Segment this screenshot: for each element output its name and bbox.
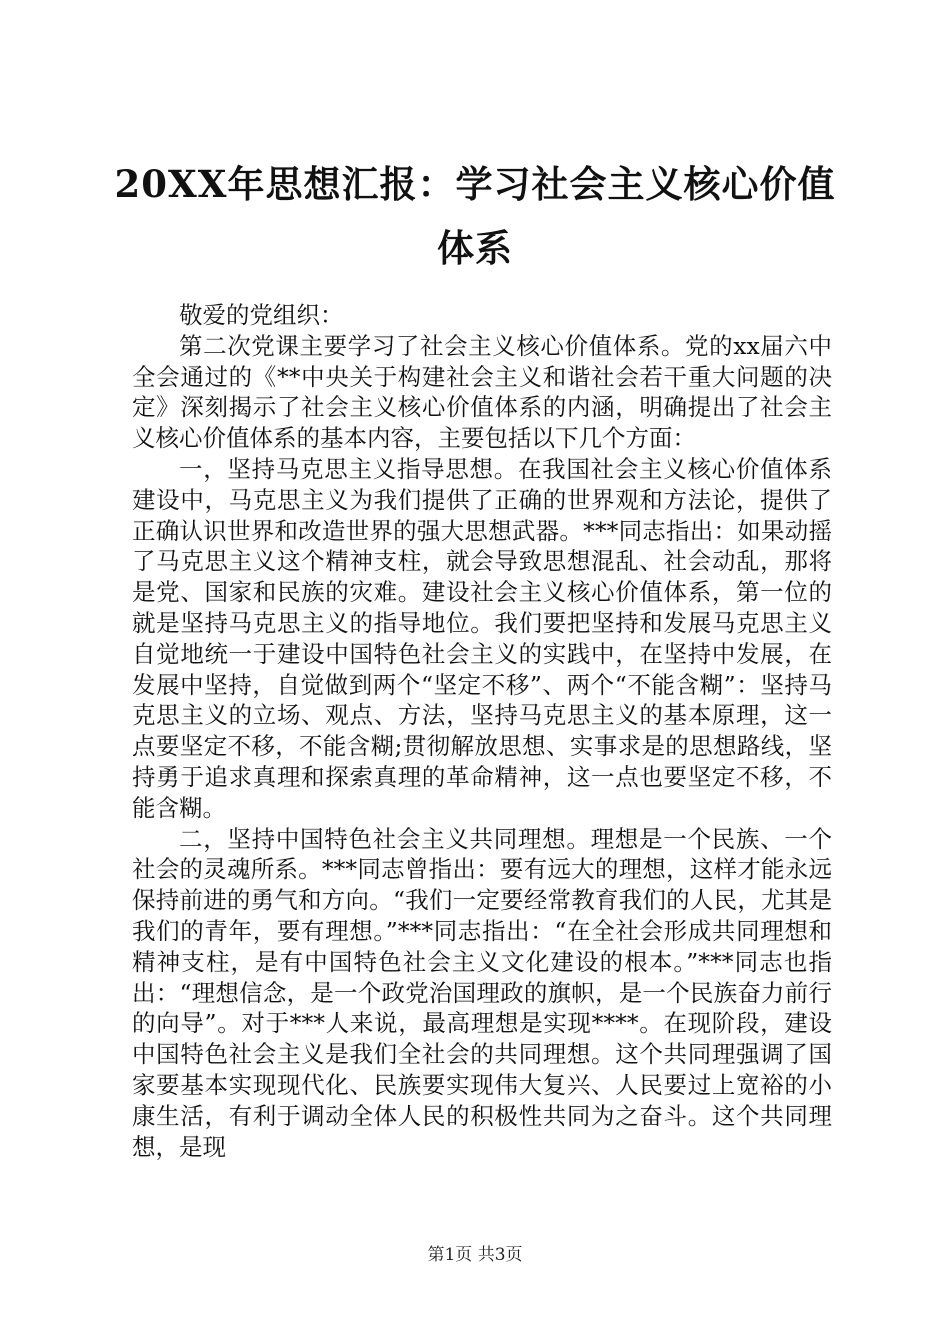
salutation: 敬爱的党组织： <box>179 301 344 329</box>
document-body <box>132 300 832 1162</box>
paragraph-intro: 第二次党课主要学习了社会主义核心价值体系。党的xx届六中全会通过的《**中央关于构建社会主义和谐社会若干重大问题的决定》深刻揭示了社会主义核心价值体系的内涵，明确提出了社会主义核心价值体系的基本内容，主要包括以下几个方面： <box>132 331 832 453</box>
page-footer: 第1页 共3页 <box>427 1245 523 1265</box>
paragraph-point-one: 一，坚持马克思主义指导思想。在我国社会主义核心价值体系建设中，马克思主义为我们提供了正确的世界观和方法论，提供了正确认识世界和改造世界的强大思想武器。***同志指出：如果动摇了马克思主义这个精神支柱，就会导致思想混乱、社会动乱，那将是党、国家和民族的灾难。建设社会主义核心价值体系，第一位的就是坚持马克思主义的指导地位。我们要把坚持和发展马克思主义自觉地统一于建设中国特色社会主义的实践中，在坚持中发展，在发展中坚持，自觉做到两个“坚定不移”、两个“不能含糊”：坚持马克思主义的立场、观点、方法，坚持马克思主义的基本原理，这一点要坚定不移，不能含糊;贯彻解放思想、实事求是的思想路线，坚持勇于追求真理和探索真理的革命精神，这一点也要坚定不移，不能含糊。 <box>132 454 832 822</box>
document-title: 20XX年思想汇报：学习社会主义核心价值体系 <box>114 162 836 270</box>
paragraph-point-two: 二，坚持中国特色社会主义共同理想。理想是一个民族、一个社会的灵魂所系。***同志曾指出：要有远大的理想，这样才能永远保持前进的勇气和方向。“我们一定要经常教育我们的人民，尤其是我们的青年，要有理想。”***同志指出：“在全社会形成共同理想和精神支柱，是有中国特色社会主义文化建设的根本。”***同志也指出：“理想信念，是一个政党治国理政的旗帜，是一个民族奋力前行的向导”。对于***人来说，最高理想是实现****。在现阶段，建设中国特色社会主义是我们全社会的共同理想。这个共同理强调了国家要基本实现现代化、民族要实现伟大复兴、人民要过上宽裕的小康生活，有利于调动全体人民的积极性共同为之奋斗。这个共同理想，是现 <box>132 824 832 1161</box>
